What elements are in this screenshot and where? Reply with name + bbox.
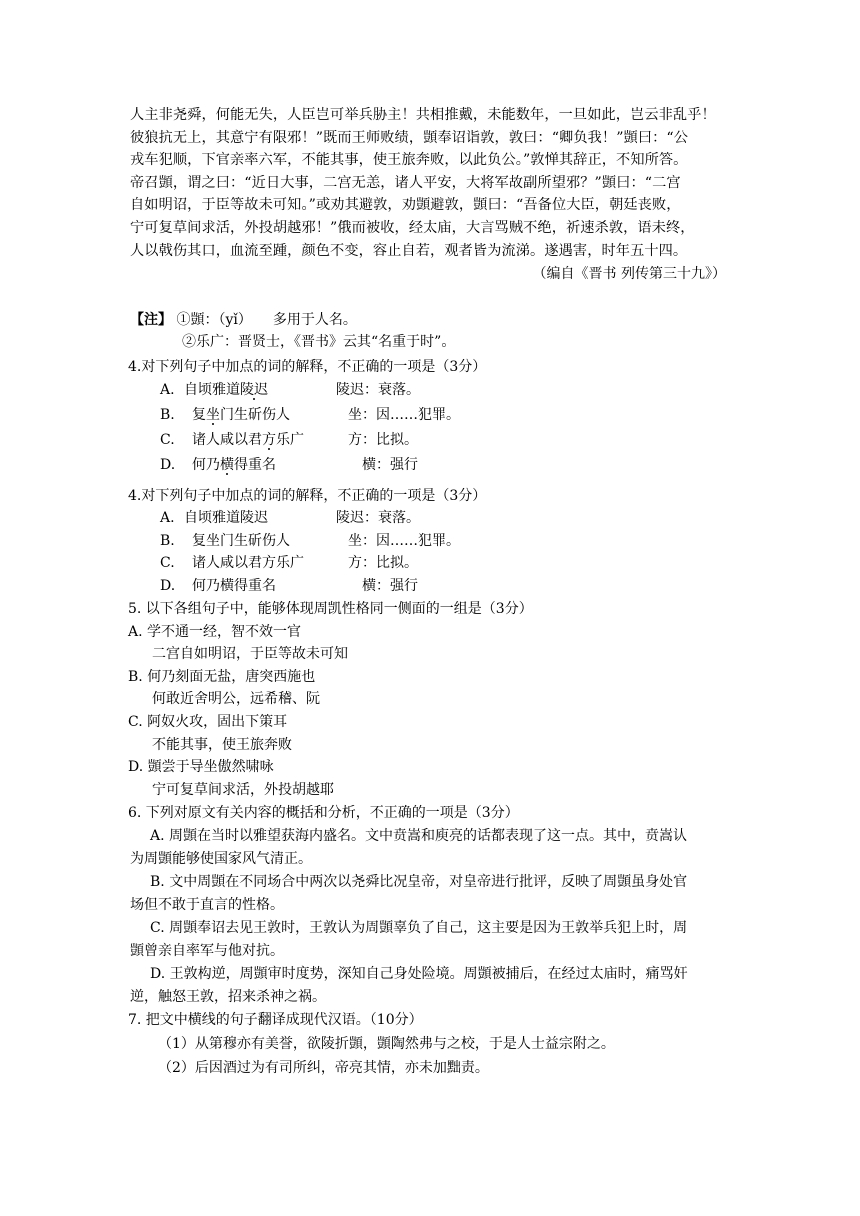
dotted-word: 坐 — [206, 407, 220, 423]
note-1: ①顗：（yǐ） 多用于人名。 — [176, 312, 357, 328]
question-stem: 7. 把文中横线的句子翻译成现代汉语。（10分） — [128, 1012, 423, 1028]
option-a-line1: A. 周顗在当时以雅望获海内盛名。文中贲嵩和庾亮的话都表现了这一点。其中，贲嵩认 — [150, 828, 688, 844]
question-stem: 4.对下列句子中加点的词的解释，不正确的一项是（3分） — [128, 488, 487, 504]
question-stem: 6. 下列对原文有关内容的概括和分析，不正确的一项是（3分） — [128, 805, 519, 821]
option-b: B. 复坐门生斫伤人 坐：因……犯罪。 — [160, 407, 460, 423]
passage-line: 宁可复草间求活，外投胡越邪！”俄而被收，经太庙，大言骂贼不绝，祈速杀敦，语未终， — [130, 219, 695, 236]
question-stem: 4.对下列句子中加点的词的解释，不正确的一项是（3分） — [128, 359, 487, 375]
option-a-line1: A. 学不通一经，智不效一官 — [128, 623, 302, 640]
option-b: B. 复坐门生斫伤人 坐：因……犯罪。 — [160, 532, 460, 549]
option-c-line1: C. 阿奴火攻，固出下策耳 — [128, 713, 288, 730]
classical-passage — [130, 104, 730, 262]
dotted-word: 方 — [262, 432, 276, 448]
passage-line: 帝召顗，谓之曰：“近日大事，二宫无恙，诸人平安，大将军故副所望邪？”顗曰：“二宫 — [130, 174, 681, 191]
option-d-line1: D. 顗尝于导坐傲然啸咏 — [128, 759, 274, 776]
dotted-word: 横 — [220, 457, 234, 473]
notes-section — [130, 309, 740, 353]
option-d-line1: D. 王敦构逆，周顗审时度势，深知自己身处险境。周顗被捕后，在经过太庙时，痛骂奸 — [150, 966, 688, 982]
option-c: C. 诸人咸以君方乐广 方：比拟。 — [160, 555, 418, 571]
question-4-first — [130, 356, 740, 478]
option-c-line1: C. 周顗奉诏去见王敦时，王敦认为周顗辜负了自己，这主要是因为王敦举兵犯上时，周 — [150, 920, 688, 936]
passage-source: （编自《晋书 列传第三十九》） — [532, 266, 726, 282]
option-a-line2: 二宫自如明诏，于臣等故未可知 — [152, 646, 348, 663]
option-d: D. 何乃横得重名 横：强行 — [160, 577, 418, 594]
option-b-line2: 何敢近舍明公，远希稽、阮 — [152, 691, 320, 708]
question-stem: 5. 以下各组句子中，能够体现周凯性格同一侧面的一组是（3分） — [128, 601, 533, 617]
passage-line: 人主非尧舜，何能无失，人臣岂可举兵胁主！共相推戴，未能数年，一旦如此，岂云非乱乎！ — [130, 107, 716, 123]
sentence-2: （2）后因酒过为有司所纠，帝亮其情，亦未加黜责。 — [158, 1060, 489, 1076]
option-c-line2: 不能其事，使王旅奔败 — [152, 736, 292, 753]
option-d-line2: 宁可复草间求活，外投胡越耶 — [152, 781, 334, 798]
option-d: D. 何乃横得重名 横：强行 — [160, 457, 418, 473]
question-7 — [130, 1008, 740, 1080]
dotted-word: 陵迟 — [240, 382, 268, 398]
question-4-second — [130, 485, 740, 597]
option-d-line2: 逆，触怒王敦，招来杀神之祸。 — [130, 989, 326, 1005]
option-b-line1: B. 文中周顗在不同场合中两次以尧舜比况皇帝，对皇帝进行批评，反映了周顗虽身处官 — [150, 874, 688, 890]
question-5 — [130, 598, 740, 801]
option-a: A. 自顷雅道陵迟 陵迟：衰落。 — [160, 382, 420, 398]
option-b-line1: B. 何乃刻面无盐，唐突西施也 — [128, 668, 316, 685]
option-a-line2: 为周顗能够使国家风气清正。 — [130, 851, 312, 867]
question-6 — [130, 802, 740, 1009]
passage-line: 戎车犯顺，下官亲率六军，不能其事，使王旅奔败，以此负公。”敦惮其辞正，不知所答。 — [130, 152, 688, 169]
passage-line: 彼狼抗无上，其意宁有限邪！”既而王师败绩，顗奉诏诣敦，敦曰：“卿负我！”顗曰：“公 — [130, 129, 689, 146]
passage-line: 自如明诏，于臣等故未可知。”或劝其避敦，劝顗避敦，顗曰：“吾备位大臣，朝廷丧败， — [130, 197, 681, 214]
note-2: ②乐广：晋贤士，《晋书》云其“名重于时”。 — [182, 334, 456, 350]
passage-line: 人以戟伤其口，血流至踵，颜色不变，容止自若，观者皆为流涕。遂遇害，时年五十四。 — [130, 242, 688, 259]
sentence-1: （1）从第穆亦有美誉，欲陵折顗，顗陶然弗与之校，于是人士益宗附之。 — [158, 1036, 615, 1052]
notes-label: 【注】 — [130, 312, 172, 328]
option-b-line2: 场但不敢于直言的性格。 — [130, 897, 284, 913]
option-a: A. 自顷雅道陵迟 陵迟：衰落。 — [160, 510, 420, 526]
option-c-line2: 顗曾亲自率军与他对抗。 — [130, 943, 284, 959]
option-c: C. 诸人咸以君方乐广 方：比拟。 — [160, 432, 418, 448]
